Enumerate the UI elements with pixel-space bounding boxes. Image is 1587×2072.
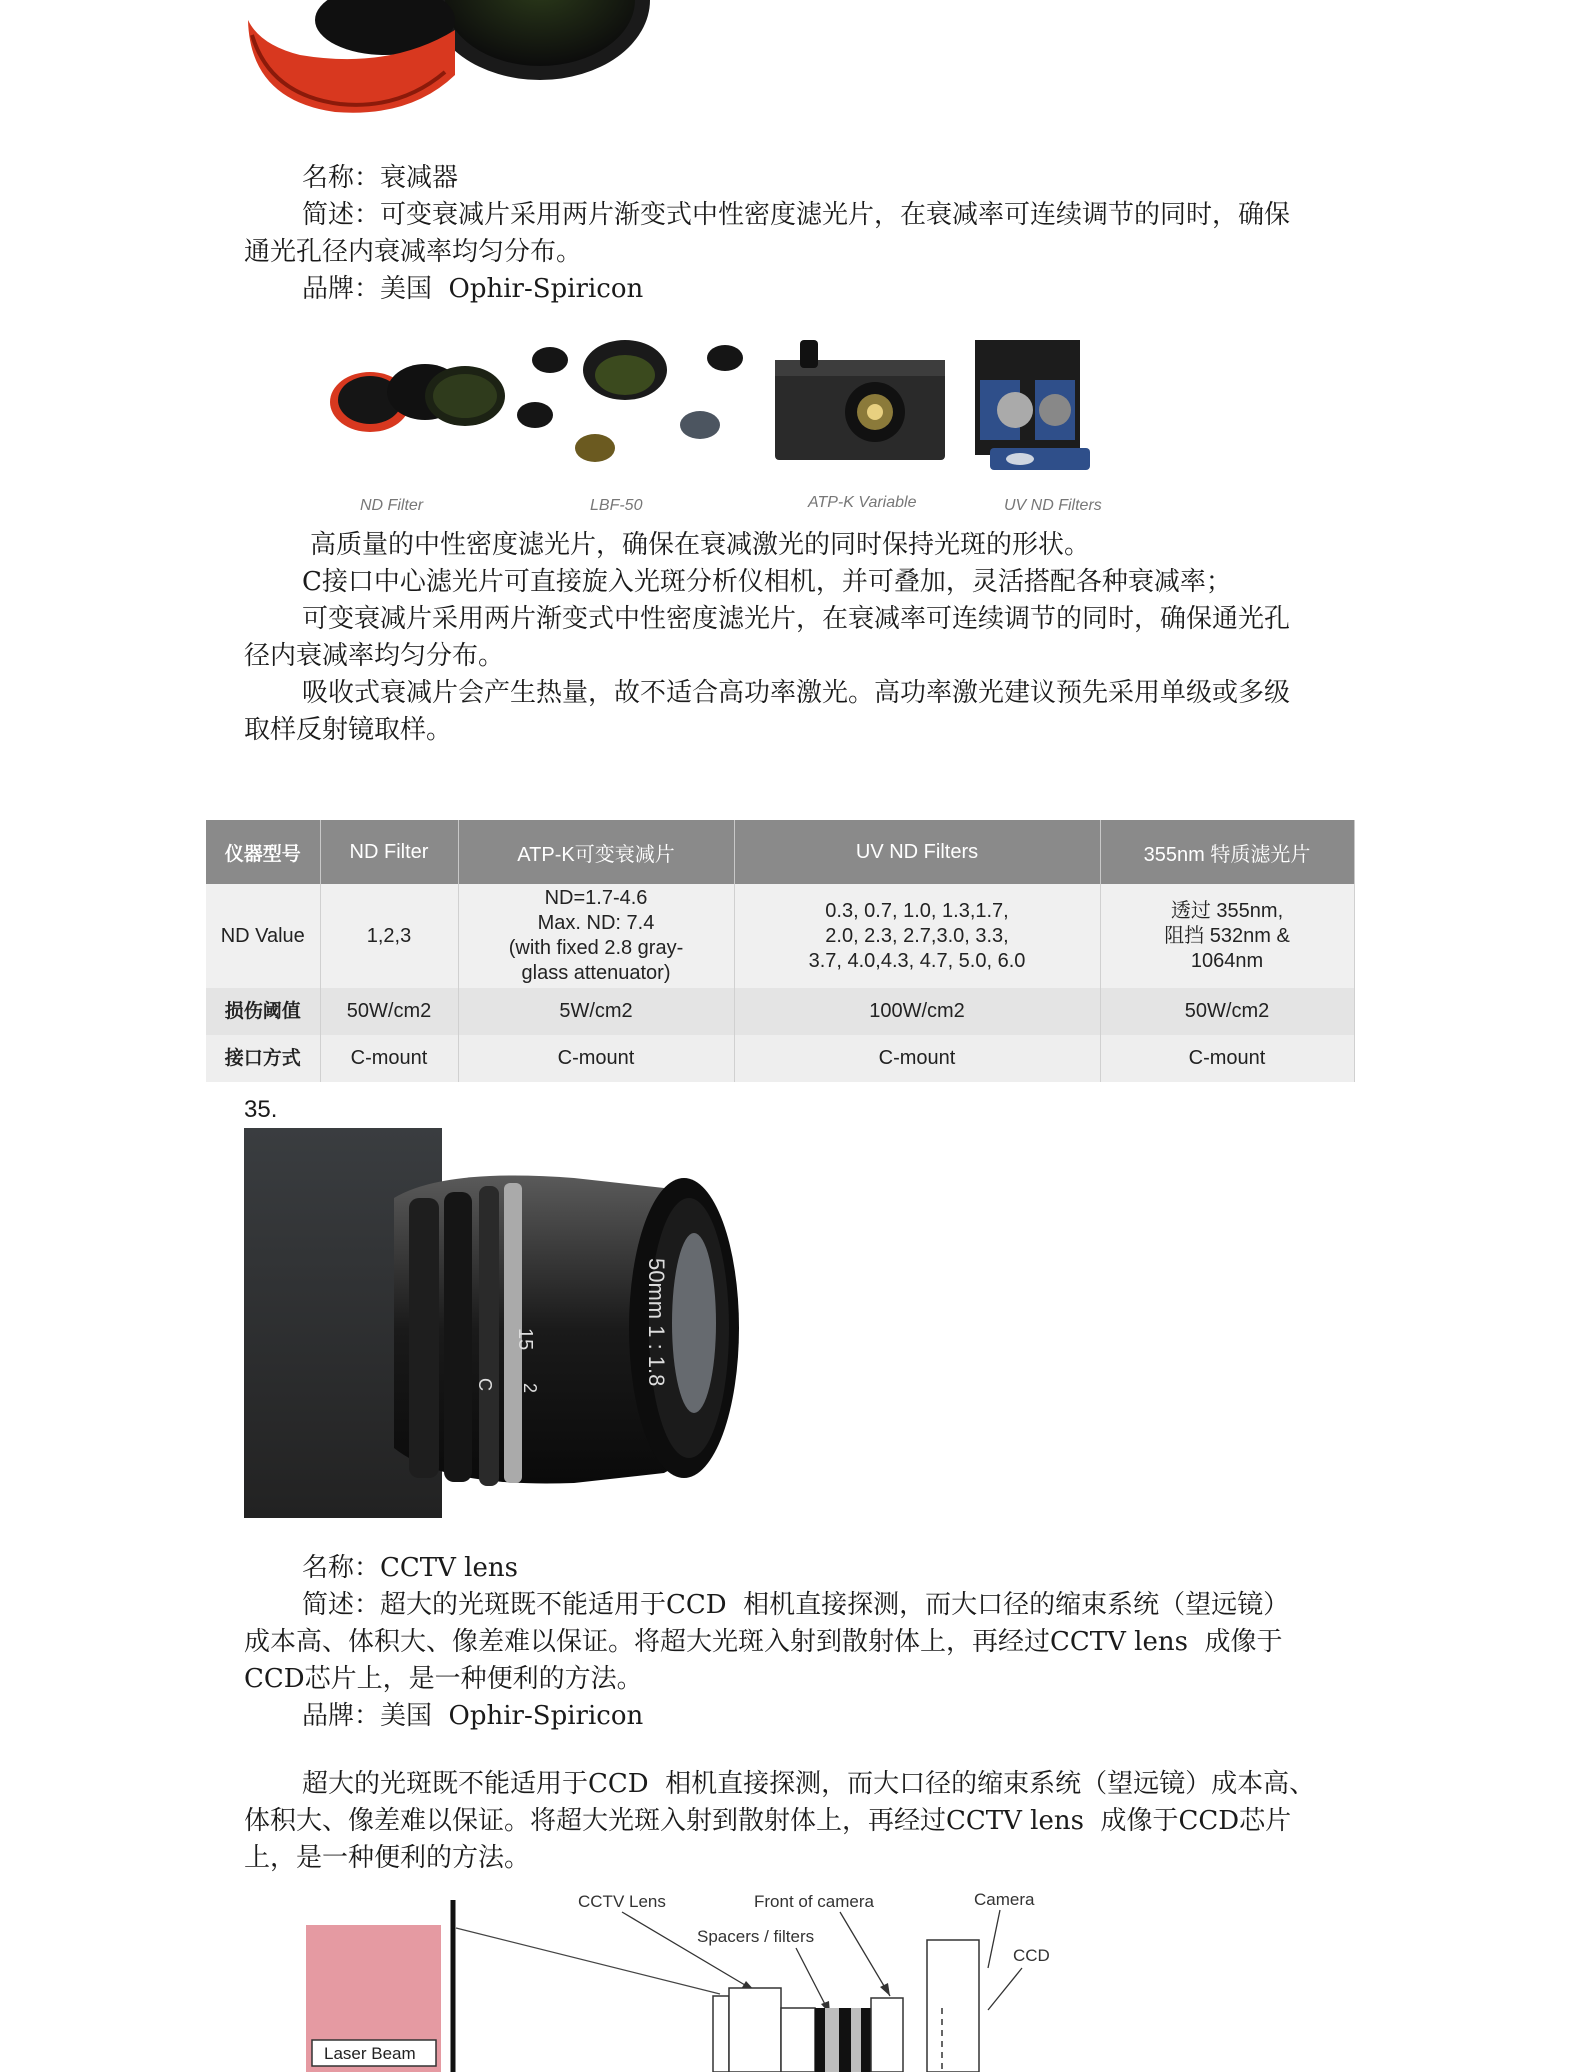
cctv-para-line3: 上，是一种便利的方法。 — [244, 1843, 531, 1873]
table-header-row — [206, 820, 1354, 884]
caption-nd-filter: ND Filter — [360, 497, 424, 514]
cell-mount-uv: C-mount — [734, 1035, 1100, 1082]
cctv-desc-line2: 成本高、体积大、像差难以保证。将超大光斑入射到散射体上，再经过CCTV lens 成像于 — [244, 1627, 1283, 1657]
cell-damage-uv: 100W/cm2 — [734, 988, 1100, 1035]
spec-table — [206, 820, 1355, 1082]
attenuator-desc-line1: 简述：可变衰减片采用两片渐变式中性密度滤光片，在衰减率可连续调节的同时，确保 — [302, 200, 1291, 230]
cctv-para-line1: 超大的光斑既不能适用于CCD 相机直接探测，而大口径的缩束系统（望远镜）成本高、 — [302, 1769, 1316, 1799]
feature-line-3b: 径内衰减率均匀分布。 — [244, 641, 505, 671]
row-label-damage: 损伤阈值 — [206, 988, 320, 1035]
cell-mount-special: C-mount — [1100, 1035, 1354, 1082]
cell-mount-atp: C-mount — [458, 1035, 734, 1082]
cctv-desc-line3: CCD芯片上，是一种便利的方法。 — [244, 1664, 643, 1694]
attenuator-brand: 品牌：美国 Ophir-Spiricon — [302, 274, 644, 304]
cctv-brand: 品牌：美国 Ophir-Spiricon — [302, 1701, 644, 1731]
cctv-lens-photo — [244, 1128, 814, 1518]
laser-beam-label: Laser Beam — [324, 2044, 416, 2063]
camera-label: Camera — [974, 1890, 1035, 1909]
header-uv-nd: UV ND Filters — [734, 820, 1100, 884]
header-model: 仪器型号 — [206, 820, 320, 884]
caption-atp-k-variable: ATP-K Variable — [808, 494, 917, 511]
front-of-camera-label: Front of camera — [754, 1892, 874, 1911]
row-label-mount: 接口方式 — [206, 1035, 320, 1082]
feature-line-1: 高质量的中性密度滤光片，确保在衰减激光的同时保持光斑的形状。 — [310, 530, 1091, 560]
table-row — [206, 1035, 1354, 1082]
lens-mark-15: 15 — [514, 1328, 536, 1351]
cctv-lens-label: CCTV Lens — [578, 1892, 666, 1911]
feature-line-4b: 取样反射镜取样。 — [244, 715, 453, 745]
caption-lbf-50: LBF-50 — [590, 497, 643, 514]
cell-damage-atp: 5W/cm2 — [458, 988, 734, 1035]
cell-uv-value: 0.3, 0.7, 1.0, 1.3,1.7, 2.0, 2.3, 2.7,3.0, 3.3, 3.7, 4.0,4.3, 4.7, 5.0, 6.0 — [734, 884, 1100, 988]
feature-line-4a: 吸收式衰减片会产生热量，故不适合高功率激光。高功率激光建议预先采用单级或多级 — [302, 678, 1291, 708]
cell-damage-special: 50W/cm2 — [1100, 988, 1354, 1035]
cell-special-value: 透过 355nm, 阻挡 532nm & 1064nm — [1100, 884, 1354, 988]
attenuator-products-photo — [315, 330, 1135, 485]
table-row — [206, 988, 1354, 1035]
attenuator-name: 名称：衰减器 — [302, 163, 459, 193]
lens-focal-label: 50mm 1 : 1.8 — [644, 1258, 669, 1387]
cell-damage-nd: 50W/cm2 — [320, 988, 458, 1035]
spacers-label: Spacers / filters — [697, 1927, 815, 1946]
attenuator-desc-line2: 通光孔径内衰减率均匀分布。 — [244, 237, 583, 267]
cell-mount-nd: C-mount — [320, 1035, 458, 1082]
table-row — [206, 884, 1354, 988]
feature-line-2: C接口中心滤光片可直接旋入光斑分析仪相机，并可叠加，灵活搭配各种衰减率； — [302, 567, 1232, 597]
cctv-name: 名称：CCTV lens — [302, 1553, 518, 1583]
lens-mark-2: 2 — [520, 1383, 540, 1394]
cctv-desc-line1: 简述：超大的光斑既不能适用于CCD 相机直接探测，而大口径的缩束系统（望远镜） — [302, 1590, 1290, 1620]
header-355nm: 355nm 特质滤光片 — [1100, 820, 1354, 884]
cctv-para-line2: 体积大、像差难以保证。将超大光斑入射到散射体上，再经过CCTV lens 成像于CCD芯片 — [244, 1806, 1292, 1836]
row-label-nd-value: ND Value — [206, 884, 320, 988]
cctv-setup-diagram — [300, 1888, 1100, 2072]
header-atp-k: ATP-K可变衰减片 — [458, 820, 734, 884]
filter-set-photo — [240, 0, 670, 120]
ccd-label: CCD — [1013, 1946, 1050, 1965]
cell-nd-value: 1,2,3 — [320, 884, 458, 988]
feature-line-3a: 可变衰减片采用两片渐变式中性密度滤光片，在衰减率可连续调节的同时，确保通光孔 — [302, 604, 1291, 634]
header-nd-filter: ND Filter — [320, 820, 458, 884]
section-number: 35. — [244, 1096, 278, 1123]
caption-uv-nd-filters: UV ND Filters — [1004, 497, 1102, 514]
cell-atp-value: ND=1.7-4.6 Max. ND: 7.4 (with fixed 2.8 gray- glass attenuator) — [458, 884, 734, 988]
lens-mark-c: C — [475, 1378, 495, 1391]
